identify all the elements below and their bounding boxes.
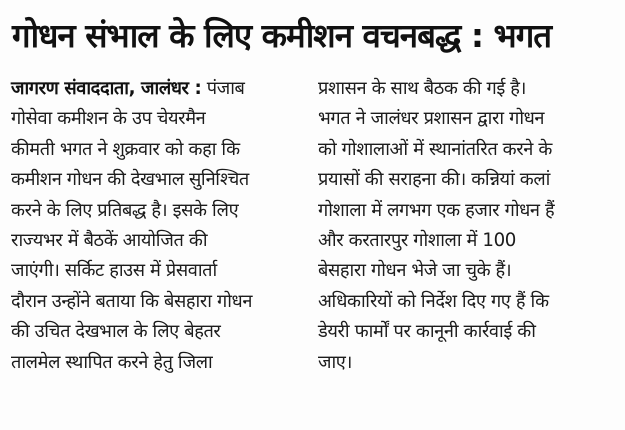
- article-headline: गोधन संभाल के लिए कमीशन वचनबद्ध : भगत: [12, 16, 552, 55]
- article-line: की उचित देखभाल के लिए बेहतर: [11, 321, 221, 343]
- article-column-right: [318, 74, 608, 378]
- article-line: और करतारपुर गोशाला में 100: [318, 229, 516, 251]
- article-line: डेयरी फार्मों पर कानूनी कार्रवाई की: [318, 321, 536, 343]
- article-line: को गोशालाओं में स्थानांतरित करने के: [318, 138, 552, 160]
- article-line: गोशाला में लगभग एक हजार गोधन हैं: [318, 199, 555, 221]
- article-line: प्रशासन के साथ बैठक की गई है।: [318, 78, 527, 99]
- article-column-left: [11, 74, 296, 378]
- article-line: बेसहारा गोधन भेजे जा चुके हैं।: [318, 260, 512, 282]
- article-line: जाएंगी। सर्किट हाउस में प्रेसवार्ता: [11, 260, 217, 282]
- article-line: प्रयासों की सराहना की। कन्नियां कलां: [318, 169, 550, 191]
- article-line: तालमेल स्थापित करने हेतु जिला: [11, 351, 213, 373]
- article-line: दौरान उन्होंने बताया कि बेसहारा गोधन: [11, 290, 253, 312]
- article-byline: जागरण संवाददाता, जालंधर :: [11, 78, 202, 99]
- article-text: पंजाब: [201, 78, 245, 99]
- article-line: कीमती भगत ने शुक्रवार को कहा कि: [11, 138, 240, 160]
- article-line: अधिकारियों को निर्देश दिए गए हैं कि: [318, 290, 549, 312]
- article-line: गोसेवा कमीशन के उप चेयरमैन: [11, 108, 206, 130]
- article-line: राज्यभर में बैठकें आयोजित की: [11, 229, 208, 251]
- article-line: कमीशन गोधन की देखभाल सुनिश्चित: [11, 169, 249, 191]
- article-line: करने के लिए प्रतिबद्ध है। इसके लिए: [11, 199, 239, 221]
- article-line: जाए।: [318, 351, 352, 373]
- article-line: भगत ने जालंधर प्रशासन द्वारा गोधन: [318, 108, 545, 130]
- article-line: [11, 74, 296, 104]
